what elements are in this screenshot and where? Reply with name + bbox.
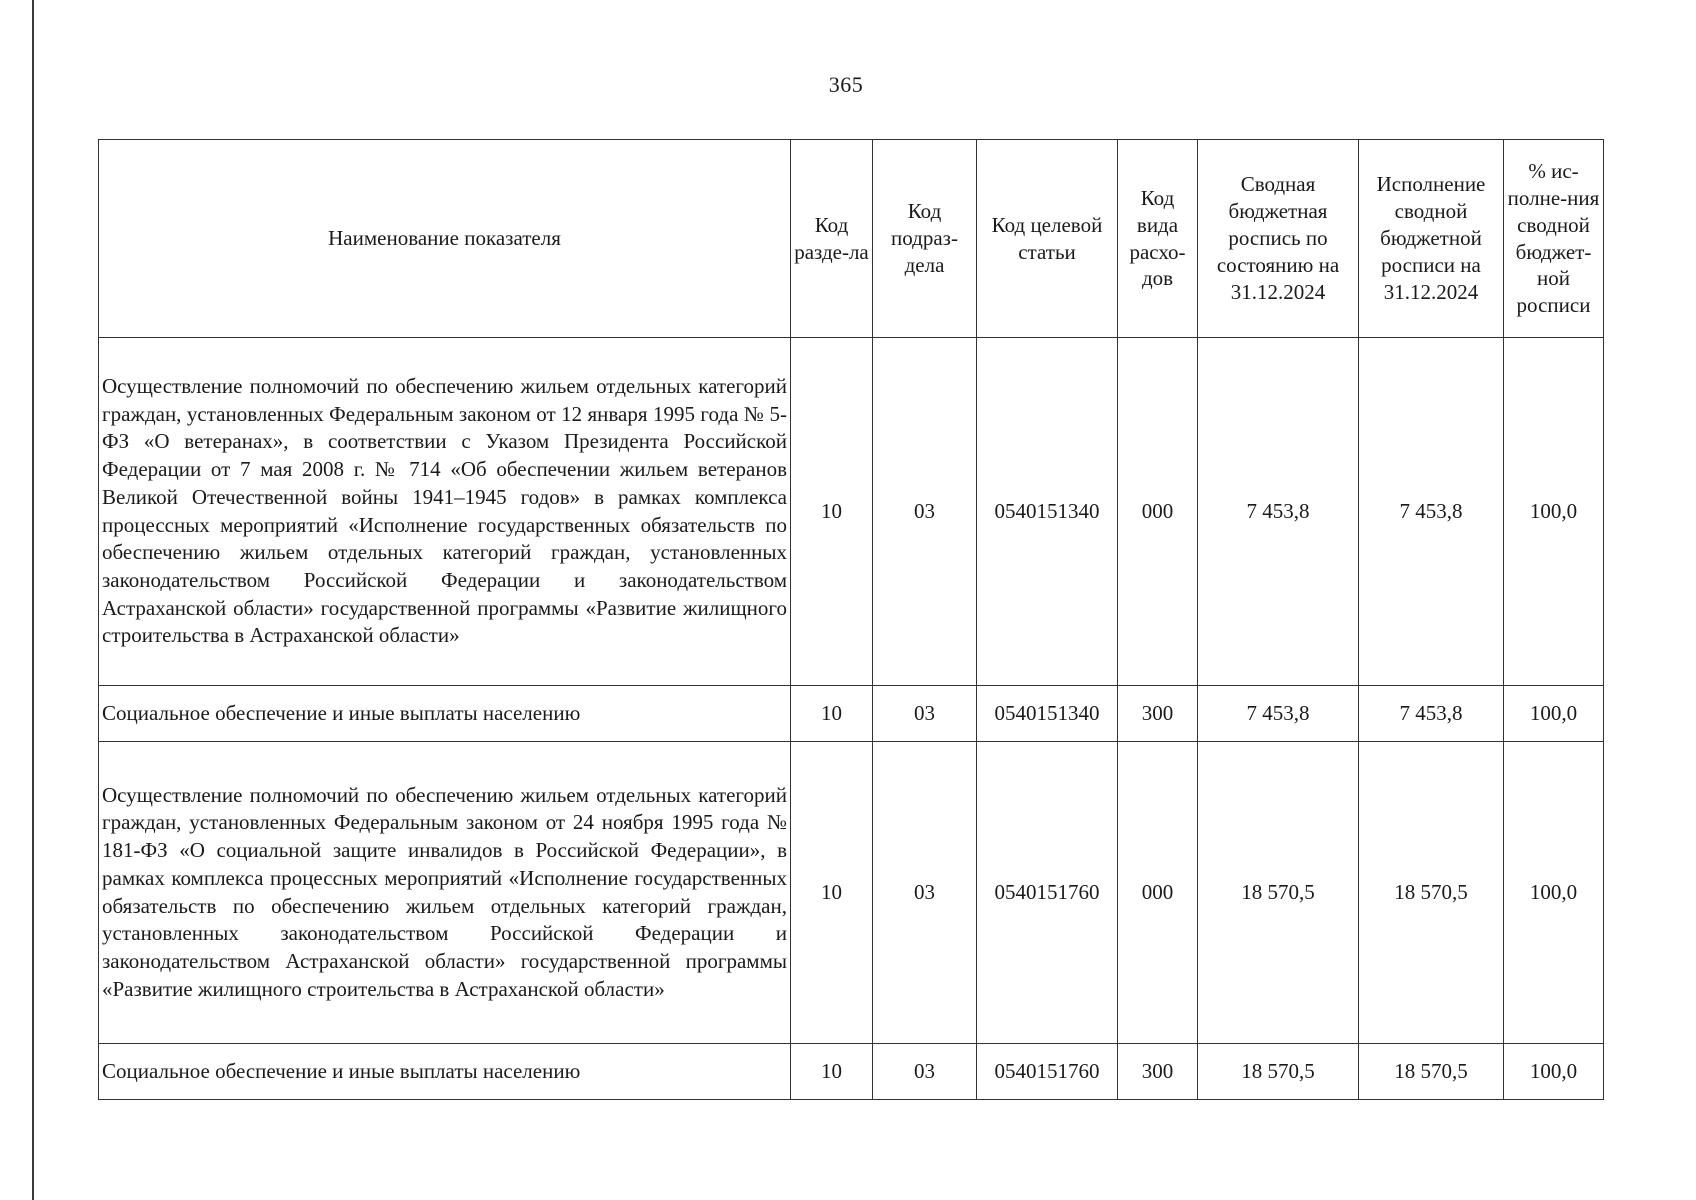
row-name: Осуществление полномочий по обеспечению жильем отдельных категорий граждан, установленных Федеральным законом от 12 января 1995 года № 5-ФЗ «О ветеранах», в соответствии с Указом Президента Российской Федерации от 7 мая 2008 г. № 714 «Об обеспечении жильем ветеранов Великой Отечественной войны 1941–1945 годов» в рамках комплекса процессных мероприятий «Исполнение государственных обязательств по обеспечению жильем отдельных категорий граждан, установленных законодательством Российской Федерации и законодательством Астраханской области» государственной программы «Развитие жилищного строительства в Астраханской области» [99,338,791,686]
row-subsection: 03 [873,686,977,742]
row-percent: 100,0 [1504,338,1604,686]
row-plan: 7 453,8 [1198,686,1359,742]
table-row [99,338,1604,686]
table-row [99,742,1604,1044]
row-target: 0540151340 [977,338,1118,686]
row-expense-type: 000 [1118,338,1198,686]
row-name: Социальное обеспечение и иные выплаты населению [99,1044,791,1100]
row-section: 10 [791,686,873,742]
header-subsection-code: Код подраз-дела [873,140,977,338]
row-target: 0540151760 [977,742,1118,1044]
table-header-row [99,140,1604,338]
row-subsection: 03 [873,742,977,1044]
row-expense-type: 300 [1118,1044,1198,1100]
row-execution: 18 570,5 [1359,742,1504,1044]
scan-edge-line [32,0,34,1200]
header-section-code: Код разде-ла [791,140,873,338]
row-subsection: 03 [873,1044,977,1100]
row-plan: 7 453,8 [1198,338,1359,686]
page-number: 365 [828,72,864,97]
row-name: Осуществление полномочий по обеспечению жильем отдельных категорий граждан, установленных Федеральным законом от 24 ноября 1995 года № 181-ФЗ «О социальной защите инвалидов в Российской Федерации», в рамках комплекса процессных мероприятий «Исполнение государственных обязательств по обеспечению жильем отдельных категорий граждан, установленных законодательством Российской Федерации и законодательством Астраханской области» государственной программы «Развитие жилищного строительства в Астраханской области» [99,742,791,1044]
header-budget-execution: Исполнение сводной бюджетной росписи на 31.12.2024 [1359,140,1504,338]
row-subsection: 03 [873,338,977,686]
header-target-code: Код целевой статьи [977,140,1118,338]
table-row [99,686,1604,742]
table-row [99,1044,1604,1100]
row-section: 10 [791,1044,873,1100]
header-expense-type-code: Код вида расхо-дов [1118,140,1198,338]
row-name: Социальное обеспечение и иные выплаты населению [99,686,791,742]
row-execution: 7 453,8 [1359,686,1504,742]
row-percent: 100,0 [1504,742,1604,1044]
header-execution-percent: % ис-полне-ния сводной бюджет-ной росписи [1504,140,1604,338]
row-expense-type: 300 [1118,686,1198,742]
row-plan: 18 570,5 [1198,1044,1359,1100]
row-plan: 18 570,5 [1198,742,1359,1044]
header-budget-plan: Сводная бюджетная роспись по состоянию на 31.12.2024 [1198,140,1359,338]
row-target: 0540151760 [977,1044,1118,1100]
row-section: 10 [791,338,873,686]
row-expense-type: 000 [1118,742,1198,1044]
row-section: 10 [791,742,873,1044]
row-execution: 7 453,8 [1359,338,1504,686]
row-percent: 100,0 [1504,686,1604,742]
budget-table [98,139,1604,1100]
row-target: 0540151340 [977,686,1118,742]
row-execution: 18 570,5 [1359,1044,1504,1100]
header-name: Наименование показателя [99,140,791,338]
row-percent: 100,0 [1504,1044,1604,1100]
